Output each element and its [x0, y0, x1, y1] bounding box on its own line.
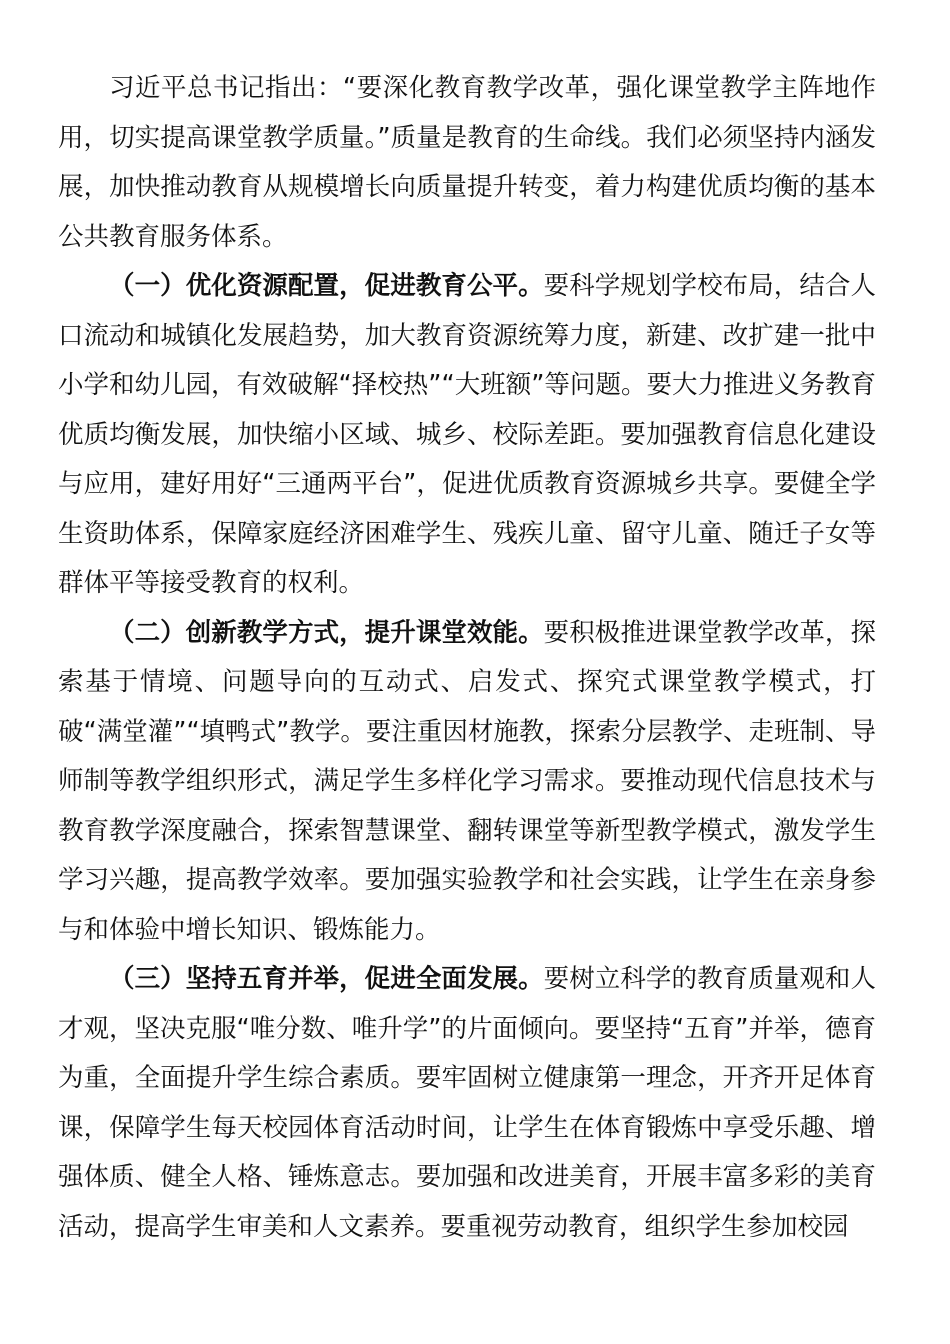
paragraph-section-2 — [58, 609, 876, 956]
section-1-body: 要科学规划学校布局，结合人口流动和城镇化发展趋势，加大教育资源统筹力度，新建、改扩建一批中小学和幼儿园，有效破解“择校热”“大班额”等问题。要大力推进义务教育优质均衡发展，加快缩小区域、城乡、校际差距。要加强教育信息化建设与应用，建好用好“三通两平台”，促进优质教育资源城乡共享。要健全学生资助体系，保障家庭经济困难学生、残疾儿童、留守儿童、随迁子女等群体平等接受教育的权利。 — [58, 271, 876, 598]
section-2-body: 要积极推进课堂教学改革，探索基于情境、问题导向的互动式、启发式、探究式课堂教学模式，打破“满堂灌”“填鸭式”教学。要注重因材施教，探索分层教学、走班制、导师制等教学组织形式，满足学生多样化学习需求。要推动现代信息技术与教育教学深度融合，探索智慧课堂、翻转课堂等新型教学模式，激发学生学习兴趣，提高教学效率。要加强实验教学和社会实践，让学生在亲身参与和体验中增长知识、锻炼能力。 — [58, 617, 876, 945]
paragraph-intro — [58, 64, 876, 262]
section-1-heading: （一）优化资源配置，促进教育公平。 — [109, 271, 544, 301]
section-2-heading: （二）创新教学方式，提升课堂效能。 — [109, 617, 544, 648]
section-3-heading: （三）坚持五育并举，促进全面发展。 — [109, 964, 544, 994]
document-page — [58, 64, 876, 1252]
paragraph-section-1 — [58, 262, 876, 609]
paragraph-intro-body: 习近平总书记指出：“要深化教育教学改革，强化课堂教学主阵地作用，切实提高课堂教学质量。”质量是教育的生命线。我们必须坚持内涵发展，加快推动教育从规模增长向质量提升转变，着力构建优质均衡的基本公共教育服务体系。 — [58, 73, 876, 252]
section-3-body: 要树立科学的教育质量观和人才观，坚决克服“唯分数、唯升学”的片面倾向。要坚持“五育”并举，德育为重，全面提升学生综合素质。要牢固树立健康第一理念，开齐开足体育课，保障学生每天校园体育活动时间，让学生在体育锻炼中享受乐趣、增强体质、健全人格、锤炼意志。要加强和改进美育，开展丰富多彩的美育活动，提高学生审美和人文素养。要重视劳动教育，组织学生参加校园 — [58, 964, 876, 1242]
paragraph-section-3 — [58, 955, 876, 1252]
